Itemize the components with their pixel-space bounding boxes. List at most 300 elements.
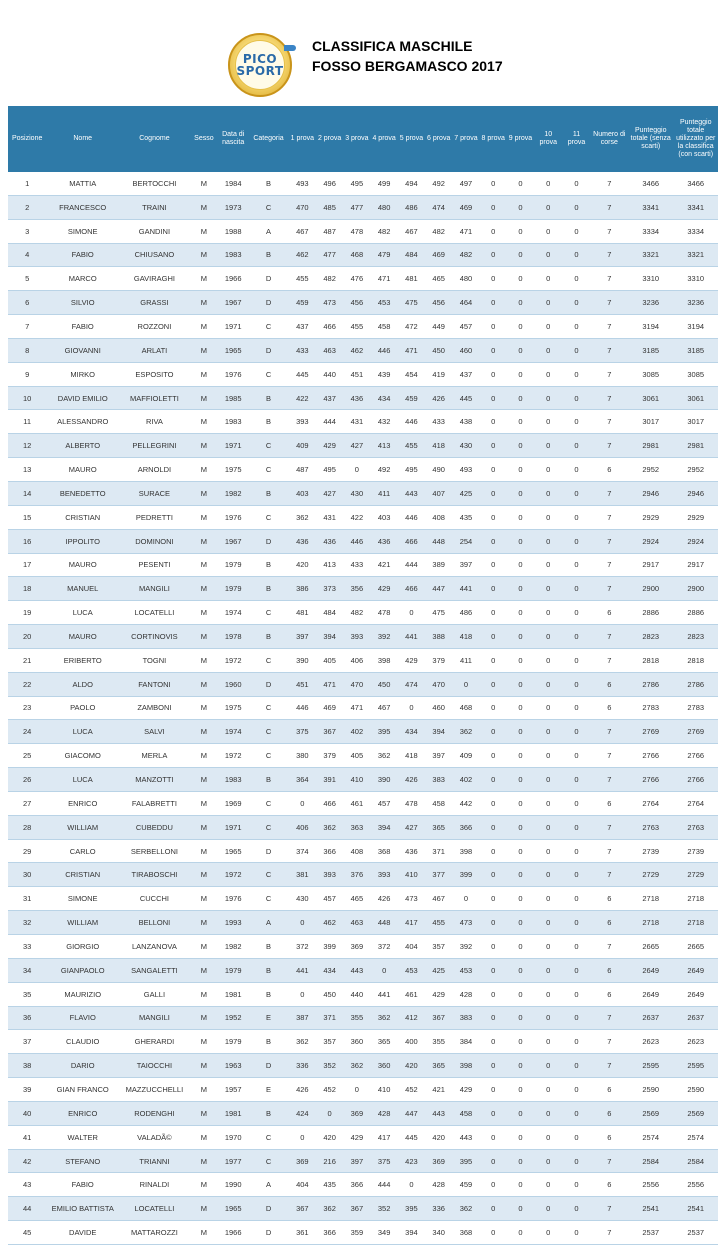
- table-cell: C: [248, 648, 288, 672]
- table-cell: 24: [8, 720, 46, 744]
- table-row: [8, 648, 718, 672]
- table-row: [8, 863, 718, 887]
- table-cell: 467: [371, 696, 398, 720]
- table-cell: 0: [289, 791, 316, 815]
- table-cell: 471: [452, 219, 479, 243]
- column-header: 2 prova: [316, 106, 343, 172]
- table-cell: 458: [425, 791, 452, 815]
- table-cell: 0: [562, 791, 590, 815]
- table-cell: 356: [343, 577, 370, 601]
- table-cell: B: [248, 481, 288, 505]
- table-cell: 1978: [218, 625, 248, 649]
- table-cell: SURACE: [119, 481, 190, 505]
- table-cell: 367: [425, 1006, 452, 1030]
- table-cell: 384: [452, 1030, 479, 1054]
- table-cell: 29: [8, 839, 46, 863]
- table-cell: 3017: [673, 410, 718, 434]
- table-cell: 394: [425, 720, 452, 744]
- table-cell: B: [248, 1030, 288, 1054]
- table-cell: 0: [480, 1101, 507, 1125]
- table-cell: SILVIO: [46, 291, 119, 315]
- table-cell: D: [248, 1054, 288, 1078]
- table-cell: 1965: [218, 1197, 248, 1221]
- table-cell: 487: [316, 219, 343, 243]
- table-cell: 371: [425, 839, 452, 863]
- table-cell: 454: [398, 362, 425, 386]
- table-cell: 436: [343, 386, 370, 410]
- table-cell: 355: [425, 1030, 452, 1054]
- table-cell: 404: [289, 1173, 316, 1197]
- table-cell: 0: [507, 458, 534, 482]
- table-cell: FALABRETTI: [119, 791, 190, 815]
- table-cell: 6: [591, 601, 628, 625]
- table-cell: TRAINI: [119, 195, 190, 219]
- table-cell: M: [190, 458, 218, 482]
- table-cell: 0: [480, 505, 507, 529]
- table-cell: C: [248, 315, 288, 339]
- table-cell: 428: [452, 982, 479, 1006]
- table-cell: RODENGHI: [119, 1101, 190, 1125]
- table-row: [8, 434, 718, 458]
- table-cell: 433: [343, 553, 370, 577]
- table-cell: 395: [452, 1149, 479, 1173]
- table-cell: 1976: [218, 887, 248, 911]
- table-cell: 0: [480, 791, 507, 815]
- table-cell: 0: [480, 1078, 507, 1102]
- table-cell: 18: [8, 577, 46, 601]
- table-cell: 436: [398, 839, 425, 863]
- column-header: Categoria: [248, 106, 288, 172]
- table-cell: 0: [562, 219, 590, 243]
- table-cell: 0: [480, 672, 507, 696]
- table-row: [8, 529, 718, 553]
- table-cell: 448: [371, 911, 398, 935]
- table-cell: 2590: [673, 1078, 718, 1102]
- table-cell: 0: [534, 434, 562, 458]
- table-cell: 357: [316, 1030, 343, 1054]
- table-cell: MANZOTTI: [119, 768, 190, 792]
- table-cell: 1984: [218, 172, 248, 195]
- table-cell: 409: [289, 434, 316, 458]
- table-cell: 412: [398, 1006, 425, 1030]
- table-cell: 0: [507, 505, 534, 529]
- table-cell: 1979: [218, 958, 248, 982]
- table-cell: B: [248, 625, 288, 649]
- table-cell: 2541: [628, 1197, 673, 1221]
- table-cell: 1981: [218, 1101, 248, 1125]
- table-cell: 0: [507, 1054, 534, 1078]
- table-cell: 216: [316, 1149, 343, 1173]
- table-cell: 486: [398, 195, 425, 219]
- table-cell: 0: [534, 1173, 562, 1197]
- table-row: [8, 696, 718, 720]
- table-row: [8, 911, 718, 935]
- table-cell: 6: [8, 291, 46, 315]
- table-cell: 340: [425, 1221, 452, 1245]
- table-cell: 0: [562, 815, 590, 839]
- table-cell: 7: [591, 768, 628, 792]
- table-cell: 368: [452, 1221, 479, 1245]
- table-cell: 0: [534, 458, 562, 482]
- table-cell: 2718: [673, 887, 718, 911]
- table-cell: 0: [398, 696, 425, 720]
- table-cell: 458: [452, 1101, 479, 1125]
- table-cell: CRISTIAN: [46, 863, 119, 887]
- table-cell: 456: [343, 291, 370, 315]
- table-cell: MATTIA: [46, 172, 119, 195]
- table-row: [8, 791, 718, 815]
- table-cell: 0: [480, 1125, 507, 1149]
- table-cell: 2786: [628, 672, 673, 696]
- table-cell: 429: [371, 577, 398, 601]
- table-cell: CLAUDIO: [46, 1030, 119, 1054]
- table-cell: 0: [507, 601, 534, 625]
- table-cell: WILLIAM: [46, 815, 119, 839]
- table-cell: 0: [562, 958, 590, 982]
- table-cell: 34: [8, 958, 46, 982]
- table-cell: GALLI: [119, 982, 190, 1006]
- table-cell: 410: [398, 863, 425, 887]
- table-cell: 0: [534, 696, 562, 720]
- table-cell: 376: [343, 863, 370, 887]
- table-cell: 466: [316, 791, 343, 815]
- table-cell: 478: [371, 601, 398, 625]
- table-cell: 495: [398, 458, 425, 482]
- table-cell: 2946: [673, 481, 718, 505]
- table-cell: 499: [371, 172, 398, 195]
- table-cell: FABIO: [46, 243, 119, 267]
- table-cell: 7: [591, 386, 628, 410]
- table-cell: 1990: [218, 1173, 248, 1197]
- table-cell: M: [190, 505, 218, 529]
- table-cell: 484: [316, 601, 343, 625]
- table-cell: 465: [343, 887, 370, 911]
- table-cell: 0: [480, 601, 507, 625]
- logo-text-pico: PICO: [242, 52, 278, 66]
- table-cell: 7: [591, 529, 628, 553]
- table-cell: 0: [507, 553, 534, 577]
- table-cell: 0: [507, 815, 534, 839]
- table-cell: 0: [507, 696, 534, 720]
- table-cell: 0: [507, 1221, 534, 1245]
- table-cell: B: [248, 243, 288, 267]
- table-cell: C: [248, 744, 288, 768]
- table-cell: 466: [398, 529, 425, 553]
- table-cell: 10: [8, 386, 46, 410]
- table-cell: 362: [452, 720, 479, 744]
- table-cell: M: [190, 982, 218, 1006]
- table-cell: LOCATELLI: [119, 1197, 190, 1221]
- table-cell: 0: [534, 505, 562, 529]
- table-cell: EMILIO BATTISTA: [46, 1197, 119, 1221]
- table-cell: D: [248, 267, 288, 291]
- table-cell: 392: [452, 935, 479, 959]
- table-cell: 1952: [218, 1006, 248, 1030]
- table-cell: 470: [343, 672, 370, 696]
- table-cell: 2900: [673, 577, 718, 601]
- table-cell: 0: [507, 720, 534, 744]
- table-cell: TRIANNI: [119, 1149, 190, 1173]
- table-cell: B: [248, 958, 288, 982]
- table-cell: 41: [8, 1125, 46, 1149]
- table-cell: SERBELLONI: [119, 839, 190, 863]
- table-cell: 482: [425, 219, 452, 243]
- table-cell: 7: [591, 625, 628, 649]
- table-cell: 7: [591, 577, 628, 601]
- table-cell: 0: [534, 481, 562, 505]
- table-cell: 475: [425, 601, 452, 625]
- table-cell: 0: [480, 243, 507, 267]
- table-cell: TIRABOSCHI: [119, 863, 190, 887]
- table-cell: 0: [534, 791, 562, 815]
- table-cell: 3341: [628, 195, 673, 219]
- table-cell: 417: [398, 911, 425, 935]
- table-cell: M: [190, 1030, 218, 1054]
- table-cell: 0: [507, 672, 534, 696]
- table-cell: ENRICO: [46, 791, 119, 815]
- table-cell: D: [248, 338, 288, 362]
- table-cell: 42: [8, 1149, 46, 1173]
- table-cell: 460: [452, 338, 479, 362]
- table-cell: 0: [480, 291, 507, 315]
- table-cell: 7: [591, 338, 628, 362]
- table-cell: PEDRETTI: [119, 505, 190, 529]
- table-cell: 0: [562, 291, 590, 315]
- table-cell: 0: [534, 243, 562, 267]
- table-cell: FRANCESCO: [46, 195, 119, 219]
- table-cell: 443: [398, 481, 425, 505]
- table-cell: M: [190, 243, 218, 267]
- table-cell: 428: [371, 1101, 398, 1125]
- table-cell: 2556: [673, 1173, 718, 1197]
- table-cell: 7: [591, 1030, 628, 1054]
- table-cell: 0: [562, 935, 590, 959]
- table-cell: 459: [289, 291, 316, 315]
- table-cell: 6: [591, 1125, 628, 1149]
- table-cell: 0: [562, 1101, 590, 1125]
- table-cell: D: [248, 1221, 288, 1245]
- table-cell: 0: [562, 1030, 590, 1054]
- table-cell: GIAN FRANCO: [46, 1078, 119, 1102]
- table-cell: 7: [591, 744, 628, 768]
- table-row: [8, 1101, 718, 1125]
- table-cell: 440: [316, 362, 343, 386]
- table-row: [8, 720, 718, 744]
- table-cell: C: [248, 601, 288, 625]
- table-cell: 473: [398, 887, 425, 911]
- table-cell: 2952: [673, 458, 718, 482]
- table-cell: 477: [343, 195, 370, 219]
- column-header: Posizione: [8, 106, 46, 172]
- table-cell: DARIO: [46, 1054, 119, 1078]
- table-cell: 0: [507, 839, 534, 863]
- table-cell: 467: [425, 887, 452, 911]
- table-cell: D: [248, 839, 288, 863]
- table-cell: 0: [507, 195, 534, 219]
- table-cell: 0: [534, 887, 562, 911]
- table-cell: 446: [398, 505, 425, 529]
- table-cell: 0: [562, 1006, 590, 1030]
- table-cell: MANUEL: [46, 577, 119, 601]
- table-cell: 426: [289, 1078, 316, 1102]
- table-cell: 3310: [628, 267, 673, 291]
- table-cell: 391: [316, 768, 343, 792]
- table-cell: 383: [425, 768, 452, 792]
- table-cell: 365: [371, 1030, 398, 1054]
- table-cell: IPPOLITO: [46, 529, 119, 553]
- table-cell: RINALDI: [119, 1173, 190, 1197]
- table-cell: 32: [8, 911, 46, 935]
- table-cell: 0: [562, 672, 590, 696]
- table-cell: 0: [534, 172, 562, 195]
- table-cell: 0: [480, 172, 507, 195]
- column-header: Data di nascita: [218, 106, 248, 172]
- table-cell: 452: [398, 1078, 425, 1102]
- table-cell: 12: [8, 434, 46, 458]
- table-cell: 0: [534, 1125, 562, 1149]
- table-cell: 472: [398, 315, 425, 339]
- table-cell: 417: [371, 1125, 398, 1149]
- table-cell: 0: [343, 458, 370, 482]
- table-row: [8, 1125, 718, 1149]
- table-cell: C: [248, 815, 288, 839]
- table-cell: 467: [398, 219, 425, 243]
- table-cell: B: [248, 935, 288, 959]
- table-cell: 455: [289, 267, 316, 291]
- table-cell: 0: [534, 338, 562, 362]
- table-cell: 0: [480, 815, 507, 839]
- table-row: [8, 887, 718, 911]
- table-row: [8, 219, 718, 243]
- table-cell: 3061: [628, 386, 673, 410]
- table-cell: 2718: [628, 887, 673, 911]
- table-cell: 402: [343, 720, 370, 744]
- table-cell: 1972: [218, 863, 248, 887]
- table-cell: 479: [371, 243, 398, 267]
- table-cell: 395: [371, 720, 398, 744]
- table-cell: CHIUSANO: [119, 243, 190, 267]
- table-cell: 6: [591, 458, 628, 482]
- table-cell: C: [248, 1149, 288, 1173]
- ranking-table: [8, 106, 718, 1245]
- table-cell: 419: [425, 362, 452, 386]
- table-cell: C: [248, 791, 288, 815]
- column-header: Cognome: [119, 106, 190, 172]
- table-cell: 369: [289, 1149, 316, 1173]
- table-cell: B: [248, 577, 288, 601]
- table-row: [8, 1006, 718, 1030]
- table-cell: 428: [425, 1173, 452, 1197]
- table-cell: 1966: [218, 267, 248, 291]
- table-cell: 471: [371, 267, 398, 291]
- table-cell: 2766: [628, 744, 673, 768]
- table-cell: 457: [371, 791, 398, 815]
- table-cell: 3: [8, 219, 46, 243]
- table-cell: 375: [289, 720, 316, 744]
- table-cell: 2556: [628, 1173, 673, 1197]
- table-cell: 1963: [218, 1054, 248, 1078]
- table-cell: SALVI: [119, 720, 190, 744]
- table-cell: 6: [591, 911, 628, 935]
- table-cell: 397: [343, 1149, 370, 1173]
- table-cell: 0: [480, 553, 507, 577]
- table-cell: M: [190, 1054, 218, 1078]
- table-cell: 25: [8, 744, 46, 768]
- table-cell: 462: [289, 243, 316, 267]
- table-cell: DOMINONI: [119, 529, 190, 553]
- table-cell: MAURO: [46, 625, 119, 649]
- table-cell: 373: [316, 577, 343, 601]
- table-cell: 2886: [628, 601, 673, 625]
- table-cell: 1983: [218, 243, 248, 267]
- table-cell: 413: [316, 553, 343, 577]
- table-cell: 0: [534, 982, 562, 1006]
- table-cell: 0: [480, 768, 507, 792]
- table-cell: 0: [343, 1078, 370, 1102]
- table-cell: 447: [425, 577, 452, 601]
- table-cell: PELLEGRINI: [119, 434, 190, 458]
- table-cell: 366: [452, 815, 479, 839]
- table-cell: 374: [289, 839, 316, 863]
- table-row: [8, 481, 718, 505]
- table-cell: 474: [398, 672, 425, 696]
- table-cell: 3194: [628, 315, 673, 339]
- table-cell: 367: [316, 720, 343, 744]
- table-cell: 426: [425, 386, 452, 410]
- table-row: [8, 982, 718, 1006]
- table-cell: 1972: [218, 744, 248, 768]
- table-cell: 0: [507, 172, 534, 195]
- table-cell: 2729: [628, 863, 673, 887]
- table-row: [8, 386, 718, 410]
- table-cell: 2952: [628, 458, 673, 482]
- logo-text-sport: SPORT: [236, 64, 284, 78]
- table-cell: 1971: [218, 434, 248, 458]
- table-cell: MANGILI: [119, 577, 190, 601]
- table-cell: 2590: [628, 1078, 673, 1102]
- table-cell: 0: [507, 911, 534, 935]
- table-cell: D: [248, 291, 288, 315]
- table-cell: 437: [452, 362, 479, 386]
- table-cell: 7: [591, 720, 628, 744]
- table-cell: 443: [343, 958, 370, 982]
- table-cell: TAIOCCHI: [119, 1054, 190, 1078]
- table-cell: 366: [343, 1173, 370, 1197]
- table-cell: 458: [371, 315, 398, 339]
- table-cell: ROZZONI: [119, 315, 190, 339]
- table-cell: 0: [534, 958, 562, 982]
- table-cell: 2649: [673, 958, 718, 982]
- table-row: [8, 1221, 718, 1245]
- table-header-row: [8, 106, 718, 172]
- table-cell: M: [190, 1101, 218, 1125]
- table-cell: 0: [562, 458, 590, 482]
- table-cell: 0: [534, 529, 562, 553]
- table-cell: 7: [591, 291, 628, 315]
- table-cell: 7: [591, 410, 628, 434]
- table-cell: 0: [562, 1078, 590, 1102]
- table-cell: 371: [316, 1006, 343, 1030]
- table-cell: 0: [534, 720, 562, 744]
- table-cell: MAURO: [46, 553, 119, 577]
- table-cell: M: [190, 791, 218, 815]
- table-cell: 1979: [218, 553, 248, 577]
- table-cell: 403: [289, 481, 316, 505]
- table-cell: 444: [398, 553, 425, 577]
- table-cell: 430: [343, 481, 370, 505]
- table-cell: 38: [8, 1054, 46, 1078]
- table-cell: 2739: [673, 839, 718, 863]
